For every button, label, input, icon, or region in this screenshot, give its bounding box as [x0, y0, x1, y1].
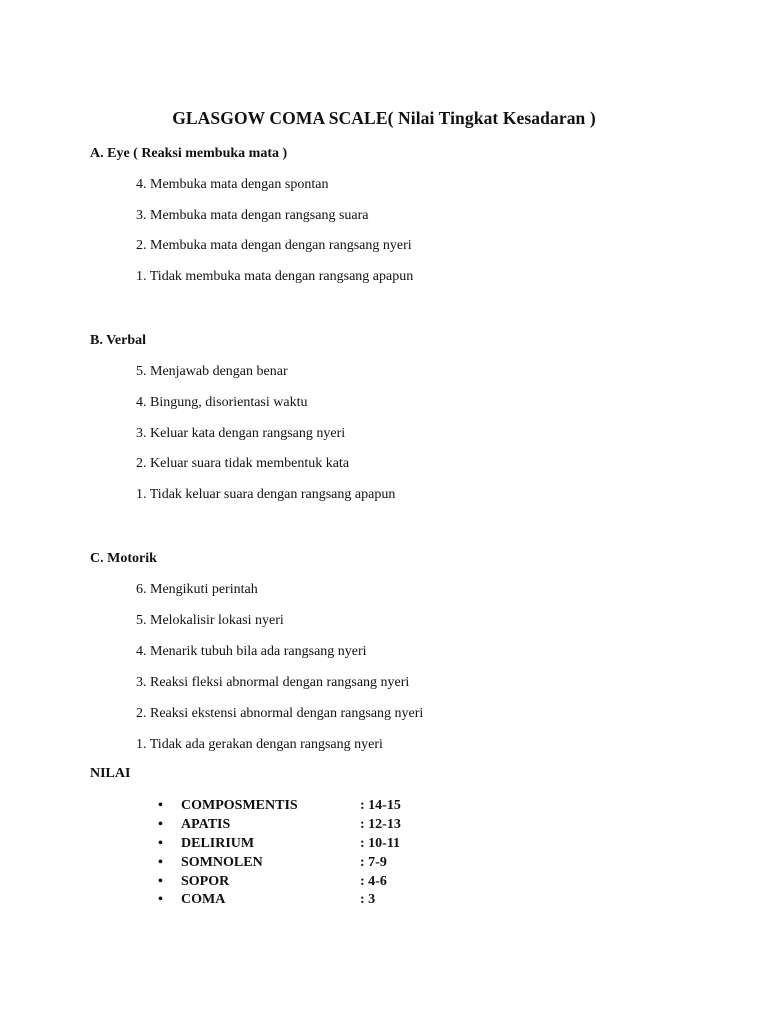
nilai-label: DELIRIUM: [181, 836, 255, 851]
nilai-value: : 12-13: [360, 817, 401, 832]
nilai-label: SOMNOLEN: [181, 855, 263, 870]
nilai-row: [158, 836, 418, 854]
nilai-value: : 3: [360, 892, 376, 907]
bullet-icon: •: [158, 798, 163, 813]
section-eye-heading: A. Eye ( Reaksi membuka mata ): [90, 146, 288, 161]
bullet-icon: •: [158, 855, 163, 870]
eye-item: 1. Tidak membuka mata dengan rangsang apapun: [136, 269, 414, 284]
nilai-row: [158, 817, 418, 835]
nilai-row: [158, 798, 418, 816]
eye-item: 4. Membuka mata dengan spontan: [136, 177, 329, 192]
motorik-item: 1. Tidak ada gerakan dengan rangsang nyeri: [136, 737, 383, 752]
motorik-item: 6. Mengikuti perintah: [136, 582, 258, 597]
nilai-label: SOPOR: [181, 874, 230, 889]
verbal-item: 1. Tidak keluar suara dengan rangsang apapun: [136, 487, 396, 502]
bullet-icon: •: [158, 874, 163, 889]
title-main: GLASGOW COMA SCALE: [172, 108, 388, 128]
motorik-item: 5. Melokalisir lokasi nyeri: [136, 613, 284, 628]
section-motorik-heading: C. Motorik: [90, 551, 157, 566]
motorik-item: 3. Reaksi fleksi abnormal dengan rangsang nyeri: [136, 675, 410, 690]
motorik-item: 4. Menarik tubuh bila ada rangsang nyeri: [136, 644, 367, 659]
nilai-value: : 7-9: [360, 855, 387, 870]
motorik-item: 2. Reaksi ekstensi abnormal dengan rangsang nyeri: [136, 706, 424, 721]
bullet-icon: •: [158, 836, 163, 851]
verbal-item: 3. Keluar kata dengan rangsang nyeri: [136, 426, 346, 441]
nilai-heading: NILAI: [90, 766, 131, 781]
nilai-row: [158, 874, 418, 892]
title-sub: ( Nilai Tingkat Kesadaran ): [387, 108, 596, 128]
bullet-icon: •: [158, 817, 163, 832]
eye-item: 2. Membuka mata dengan dengan rangsang nyeri: [136, 238, 412, 253]
nilai-value: : 10-11: [360, 836, 401, 851]
bullet-icon: •: [158, 892, 163, 907]
verbal-item: 2. Keluar suara tidak membentuk kata: [136, 456, 350, 471]
nilai-row: [158, 855, 418, 873]
nilai-label: COMA: [181, 892, 226, 907]
nilai-value: : 14-15: [360, 798, 401, 813]
page-title: [0, 108, 768, 129]
nilai-label: APATIS: [181, 817, 231, 832]
section-verbal-heading: B. Verbal: [90, 333, 147, 348]
nilai-value: : 4-6: [360, 874, 387, 889]
verbal-item: 5. Menjawab dengan benar: [136, 364, 288, 379]
nilai-row: [158, 892, 418, 910]
eye-item: 3. Membuka mata dengan rangsang suara: [136, 208, 369, 223]
verbal-item: 4. Bingung, disorientasi waktu: [136, 395, 308, 410]
nilai-label: COMPOSMENTIS: [181, 798, 298, 813]
